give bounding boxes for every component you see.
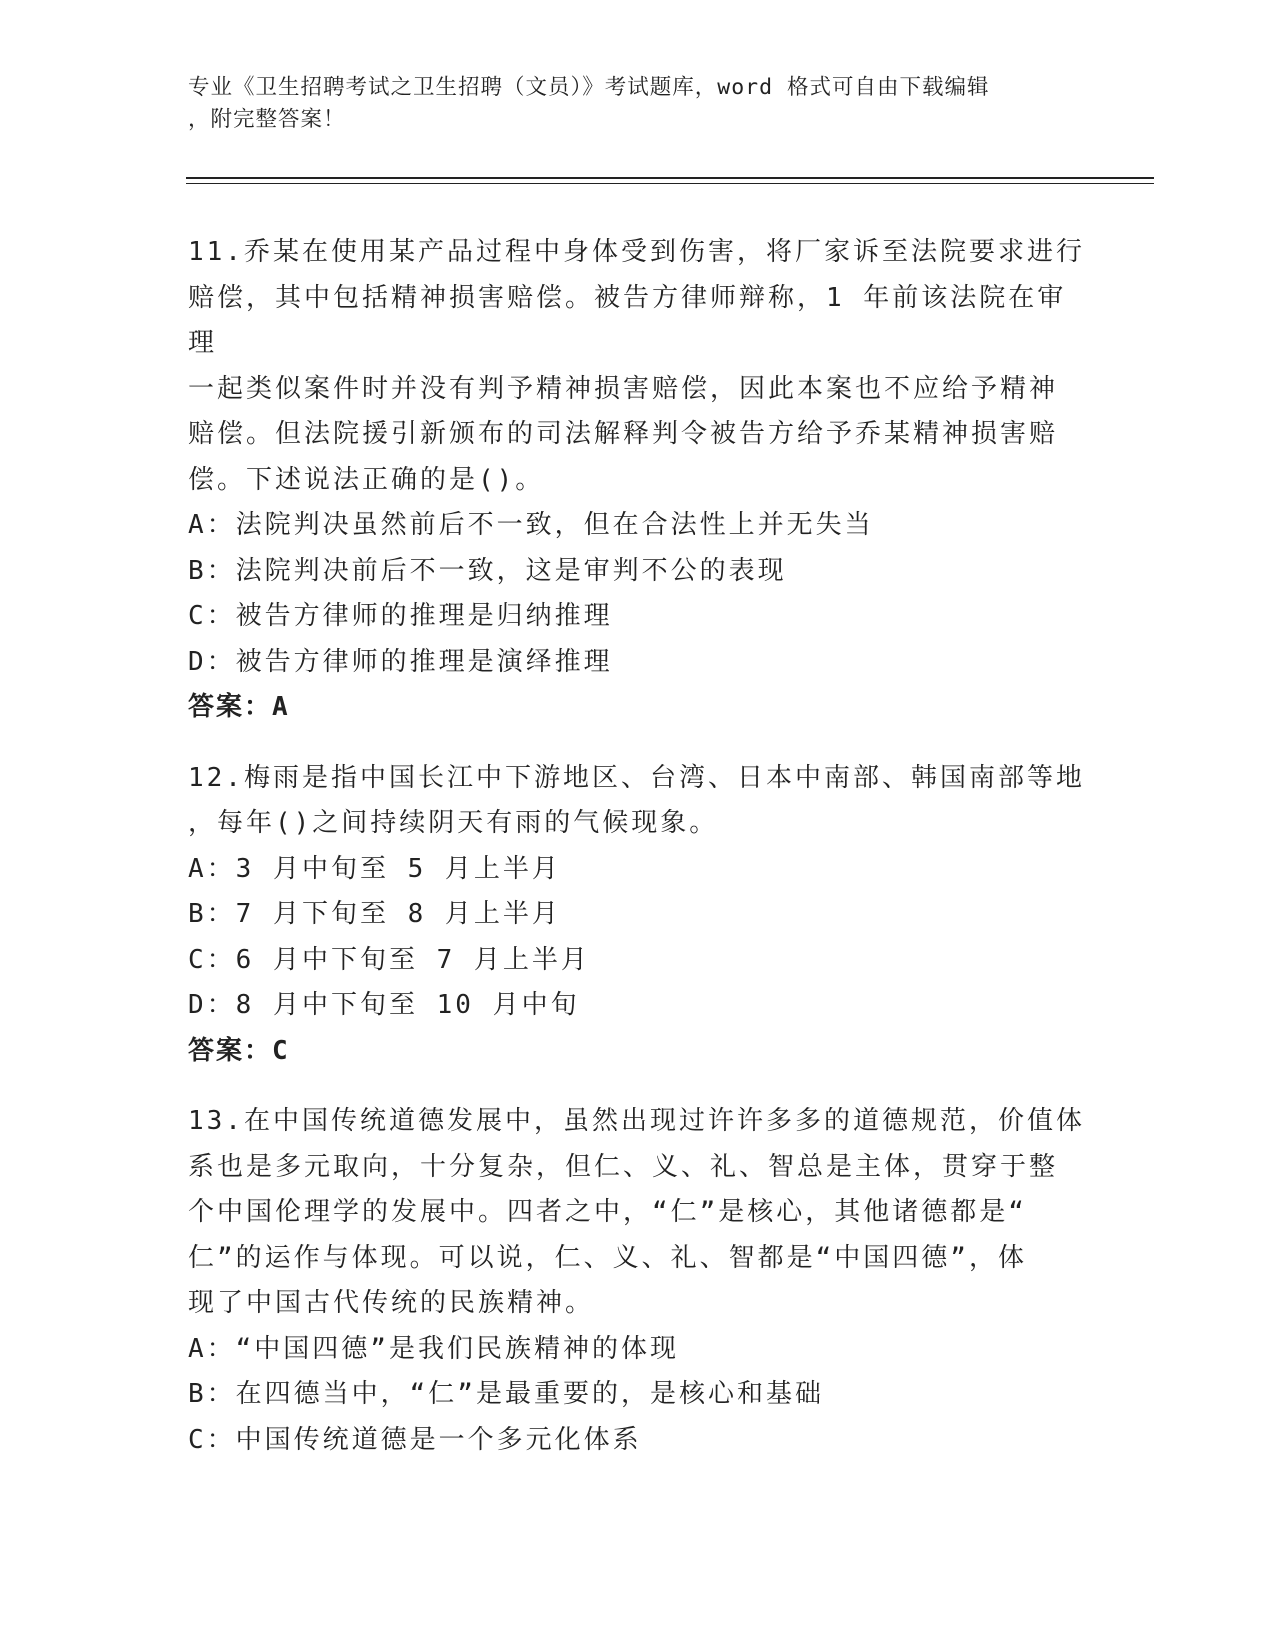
option-a: A：法院判决虽然前后不一致，但在合法性上并无失当	[188, 510, 874, 540]
option-b: B：法院判决前后不一致，这是审判不公的表现	[188, 555, 787, 586]
question-11	[188, 230, 1088, 731]
question-stem-line: ，每年()之间持续阴天有雨的气候现象。	[188, 808, 719, 838]
option-c: C：被告方律师的推理是归纳推理	[188, 601, 613, 631]
option-c: C：6 月中下旬至 7 月上半月	[188, 944, 590, 975]
answer: 答案：A	[188, 692, 290, 722]
question-stem-line: 13.在中国传统道德发展中，虽然出现过许许多多的道德规范，价值体	[188, 1106, 1085, 1136]
question-stem-line: 仁”的运作与体现。可以说，仁、义、礼、智都是“中国四德”，体	[188, 1242, 1027, 1273]
option-a: A：3 月中旬至 5 月上半月	[188, 853, 561, 884]
header-divider-thick	[186, 177, 1154, 179]
question-stem-line: 一起类似案件时并没有判予精神损害赔偿，因此本案也不应给予精神	[188, 373, 1059, 404]
option-b: B：7 月下旬至 8 月上半月	[188, 899, 561, 929]
document-header	[188, 72, 1068, 136]
option-a: A：“中国四德”是我们民族精神的体现	[188, 1333, 679, 1364]
question-list	[188, 230, 1088, 1488]
question-stem-line: 12.梅雨是指中国长江中下游地区、台湾、日本中南部、韩国南部等地	[188, 762, 1085, 793]
answer: 答案：C	[188, 1035, 290, 1066]
question-13	[188, 1099, 1088, 1463]
option-b: B：在四德当中，“仁”是最重要的，是核心和基础	[188, 1379, 824, 1409]
header-line: ，附完整答案！	[188, 107, 346, 132]
question-stem-line: 现了中国古代传统的民族精神。	[188, 1288, 595, 1318]
header-line: 专业《卫生招聘考试之卫生招聘（文员）》考试题库，word 格式可自由下载编辑	[188, 75, 990, 100]
question-stem-line: 11.乔某在使用某产品过程中身体受到伤害，将厂家诉至法院要求进行	[188, 237, 1085, 267]
header-divider-thin	[186, 183, 1154, 184]
option-d: D：8 月中下旬至 10 月中旬	[188, 990, 580, 1020]
question-stem-line: 偿。下述说法正确的是()。	[188, 464, 545, 495]
question-12	[188, 756, 1088, 1075]
question-stem-line: 赔偿，其中包括精神损害赔偿。被告方律师辩称，1 年前该法院在审理	[188, 282, 1067, 358]
option-d: D：被告方律师的推理是演绎推理	[188, 646, 613, 677]
question-stem-line: 个中国伦理学的发展中。四者之中，“仁”是核心，其他诸德都是“	[188, 1197, 1027, 1227]
question-stem-line: 赔偿。但法院援引新颁布的司法解释判令被告方给予乔某精神损害赔	[188, 419, 1059, 449]
option-c: C：中国传统道德是一个多元化体系	[188, 1424, 642, 1455]
question-stem-line: 系也是多元取向，十分复杂，但仁、义、礼、智总是主体，贯穿于整	[188, 1151, 1059, 1182]
